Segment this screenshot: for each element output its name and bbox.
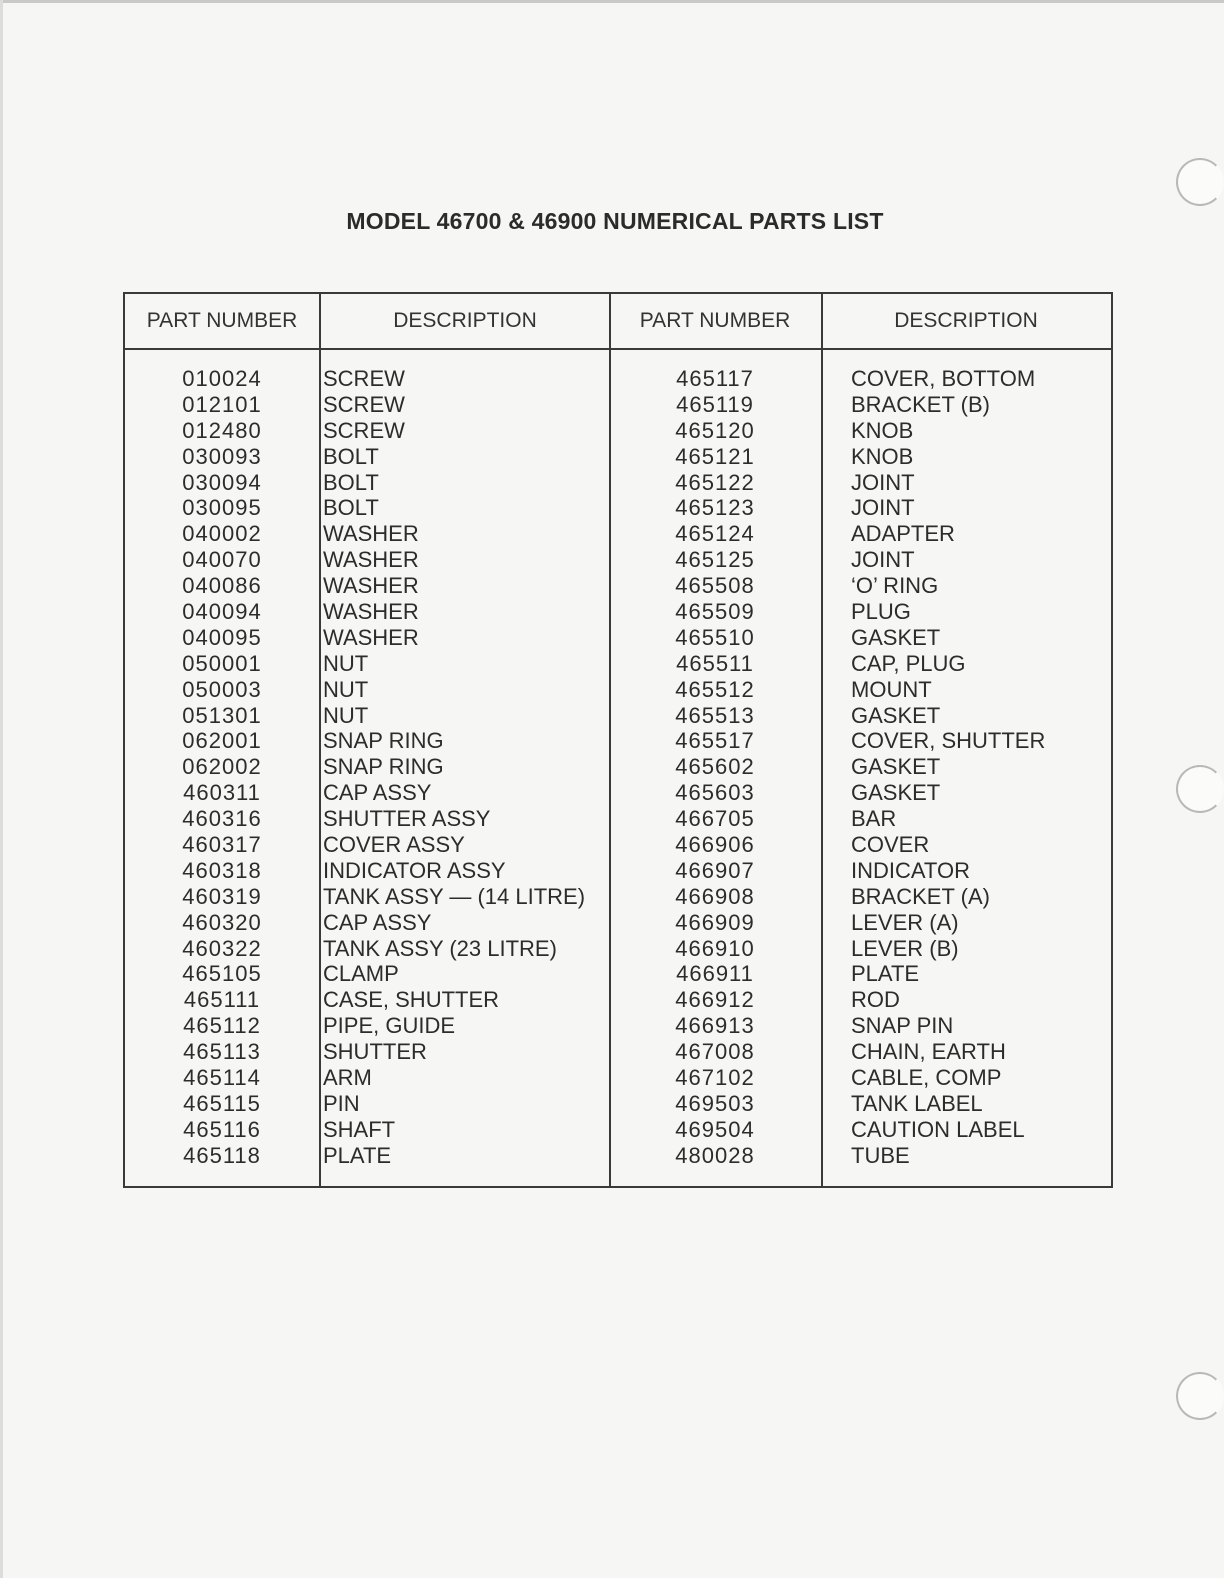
part-number-cell: 040070 xyxy=(182,547,262,573)
description-cell: CABLE, COMP xyxy=(851,1065,1002,1091)
description-cell: ARM xyxy=(323,1065,372,1091)
description-cell: WASHER xyxy=(323,521,419,547)
header-part-number-left: PART NUMBER xyxy=(146,309,298,332)
description-cell: LEVER (B) xyxy=(851,935,959,961)
description-cell: SHUTTER xyxy=(323,1039,427,1065)
description-cell: TANK ASSY (23 LITRE) xyxy=(323,935,557,961)
punch-hole-bottom xyxy=(1176,1372,1224,1420)
description-cell: LEVER (A) xyxy=(851,909,959,935)
description-cell: PLUG xyxy=(851,599,911,625)
column-divider xyxy=(319,294,321,1186)
part-number-cell: 465124 xyxy=(675,521,755,547)
part-number-cell: 460319 xyxy=(182,883,262,909)
description-cell: BRACKET (B) xyxy=(851,391,990,417)
part-number-cell: 465118 xyxy=(183,1142,261,1168)
part-number-cell: 466909 xyxy=(675,909,755,935)
description-cell: WASHER xyxy=(323,573,419,599)
part-number-cell: 466907 xyxy=(675,857,755,883)
part-number-cell: 465602 xyxy=(675,754,755,780)
description-cell: CASE, SHUTTER xyxy=(323,987,500,1013)
description-cell: ROD xyxy=(851,987,900,1013)
part-number-cell: 465121 xyxy=(675,443,755,469)
part-number-cell: 465513 xyxy=(675,702,755,728)
part-number-cell: 465122 xyxy=(675,469,755,495)
description-cell: SNAP RING xyxy=(323,754,444,780)
table-header-row xyxy=(125,294,1111,350)
part-number-cell: 051301 xyxy=(182,702,262,728)
part-number-cell: 467008 xyxy=(675,1039,755,1065)
part-number-cell: 040095 xyxy=(182,624,262,650)
part-number-cell: 030095 xyxy=(182,495,262,521)
description-cell: JOINT xyxy=(851,547,915,573)
part-number-cell: 465111 xyxy=(183,987,261,1013)
description-cell: INDICATOR xyxy=(851,857,970,883)
description-cell: SNAP RING xyxy=(323,728,444,754)
description-cell: GASKET xyxy=(851,754,941,780)
part-number-cell: 050003 xyxy=(182,676,262,702)
part-number-cell: 466910 xyxy=(675,935,755,961)
part-number-cell: 040094 xyxy=(182,599,262,625)
right-part-number-column xyxy=(611,366,819,1169)
part-number-cell: 465120 xyxy=(675,417,755,443)
description-cell: NUT xyxy=(323,650,369,676)
header-part-number-right: PART NUMBER xyxy=(639,309,791,332)
description-cell: NUT xyxy=(323,702,369,728)
part-number-cell: 012101 xyxy=(182,391,262,417)
part-number-cell: 050001 xyxy=(182,650,262,676)
description-cell: ADAPTER xyxy=(851,521,955,547)
part-number-cell: 062002 xyxy=(182,754,262,780)
description-cell: WASHER xyxy=(323,624,419,650)
description-cell: GASKET xyxy=(851,624,941,650)
part-number-cell: 465113 xyxy=(183,1039,261,1065)
part-number-cell: 465112 xyxy=(183,1013,261,1039)
description-cell: PIPE, GUIDE xyxy=(323,1013,456,1039)
column-divider xyxy=(821,294,823,1186)
description-cell: PLATE xyxy=(851,961,920,987)
part-number-cell: 040002 xyxy=(182,521,262,547)
part-number-cell: 465117 xyxy=(676,366,754,391)
description-cell: KNOB xyxy=(851,443,914,469)
description-cell: BOLT xyxy=(323,469,379,495)
part-number-cell: 465508 xyxy=(675,573,755,599)
description-cell: KNOB xyxy=(851,417,914,443)
description-cell: CAUTION LABEL xyxy=(851,1116,1025,1142)
description-cell: WASHER xyxy=(323,599,419,625)
header-description-right: DESCRIPTION xyxy=(894,309,1038,332)
part-number-cell: 040086 xyxy=(182,573,262,599)
description-cell: SCREW xyxy=(323,391,405,417)
description-cell: BOLT xyxy=(323,443,379,469)
left-part-number-column xyxy=(125,366,319,1169)
part-number-cell: 469503 xyxy=(675,1090,755,1116)
part-number-cell: 466913 xyxy=(675,1013,755,1039)
description-cell: SCREW xyxy=(323,417,405,443)
description-cell: BRACKET (A) xyxy=(851,883,990,909)
parts-table xyxy=(123,292,1113,1188)
description-cell: PIN xyxy=(323,1090,360,1116)
part-number-cell: 030094 xyxy=(182,469,262,495)
description-cell: JOINT xyxy=(851,469,915,495)
description-cell: BAR xyxy=(851,806,897,832)
header-description-left: DESCRIPTION xyxy=(393,309,537,332)
part-number-cell: 465119 xyxy=(676,391,754,417)
part-number-cell: 465116 xyxy=(183,1116,261,1142)
part-number-cell: 460316 xyxy=(182,806,262,832)
page-edge xyxy=(0,0,1224,3)
description-cell: ‘O’ RING xyxy=(851,573,939,599)
description-cell: INDICATOR ASSY xyxy=(323,857,506,883)
description-cell: CAP ASSY xyxy=(323,909,432,935)
part-number-cell: 012480 xyxy=(182,417,262,443)
description-cell: CHAIN, EARTH xyxy=(851,1039,1006,1065)
description-cell: COVER ASSY xyxy=(323,832,465,858)
description-cell: SCREW xyxy=(323,366,405,391)
part-number-cell: 465510 xyxy=(675,624,755,650)
description-cell: CAP ASSY xyxy=(323,780,432,806)
description-cell: BOLT xyxy=(323,495,379,521)
description-cell: COVER, SHUTTER xyxy=(851,728,1046,754)
part-number-cell: 465115 xyxy=(183,1090,261,1116)
part-number-cell: 469504 xyxy=(675,1116,755,1142)
description-cell: PLATE xyxy=(323,1142,392,1168)
part-number-cell: 465511 xyxy=(676,650,754,676)
part-number-cell: 460311 xyxy=(183,780,261,806)
description-cell: TANK ASSY — (14 LITRE) xyxy=(323,883,586,909)
part-number-cell: 465123 xyxy=(675,495,755,521)
description-cell: COVER xyxy=(851,832,930,858)
description-cell: SHAFT xyxy=(323,1116,396,1142)
description-cell: SHUTTER ASSY xyxy=(323,806,491,832)
description-cell: TANK LABEL xyxy=(851,1090,983,1116)
part-number-cell: 030093 xyxy=(182,443,262,469)
part-number-cell: 460322 xyxy=(182,935,262,961)
part-number-cell: 465603 xyxy=(675,780,755,806)
description-cell: SNAP PIN xyxy=(851,1013,954,1039)
part-number-cell: 465512 xyxy=(675,676,755,702)
description-cell: MOUNT xyxy=(851,676,932,702)
description-cell: CLAMP xyxy=(323,961,399,987)
description-cell: GASKET xyxy=(851,780,941,806)
part-number-cell: 466906 xyxy=(675,832,755,858)
part-number-cell: 467102 xyxy=(675,1065,755,1091)
part-number-cell: 465114 xyxy=(183,1065,261,1091)
page-title: MODEL 46700 & 46900 NUMERICAL PARTS LIST xyxy=(346,208,884,234)
description-cell: GASKET xyxy=(851,702,941,728)
part-number-cell: 465125 xyxy=(675,547,755,573)
part-number-cell: 480028 xyxy=(675,1142,755,1168)
punch-hole-middle xyxy=(1176,765,1224,813)
punch-hole-top xyxy=(1176,158,1224,206)
part-number-cell: 062001 xyxy=(182,728,262,754)
part-number-cell: 460317 xyxy=(182,832,262,858)
part-number-cell: 466912 xyxy=(675,987,755,1013)
description-cell: WASHER xyxy=(323,547,419,573)
part-number-cell: 465509 xyxy=(675,599,755,625)
part-number-cell: 466911 xyxy=(676,961,754,987)
description-cell: JOINT xyxy=(851,495,915,521)
description-cell: COVER, BOTTOM xyxy=(851,366,1036,391)
page-edge-left xyxy=(0,0,3,1578)
part-number-cell: 460320 xyxy=(182,909,262,935)
left-description-column xyxy=(323,366,609,1169)
part-number-cell: 466705 xyxy=(675,806,755,832)
description-cell: CAP, PLUG xyxy=(851,650,966,676)
part-number-cell: 466908 xyxy=(675,883,755,909)
part-number-cell: 460318 xyxy=(182,857,262,883)
description-cell: TUBE xyxy=(851,1142,910,1168)
part-number-cell: 465105 xyxy=(182,961,262,987)
part-number-cell: 465517 xyxy=(675,728,755,754)
part-number-cell: 010024 xyxy=(182,366,262,391)
right-description-column xyxy=(851,366,1113,1169)
description-cell: NUT xyxy=(323,676,369,702)
